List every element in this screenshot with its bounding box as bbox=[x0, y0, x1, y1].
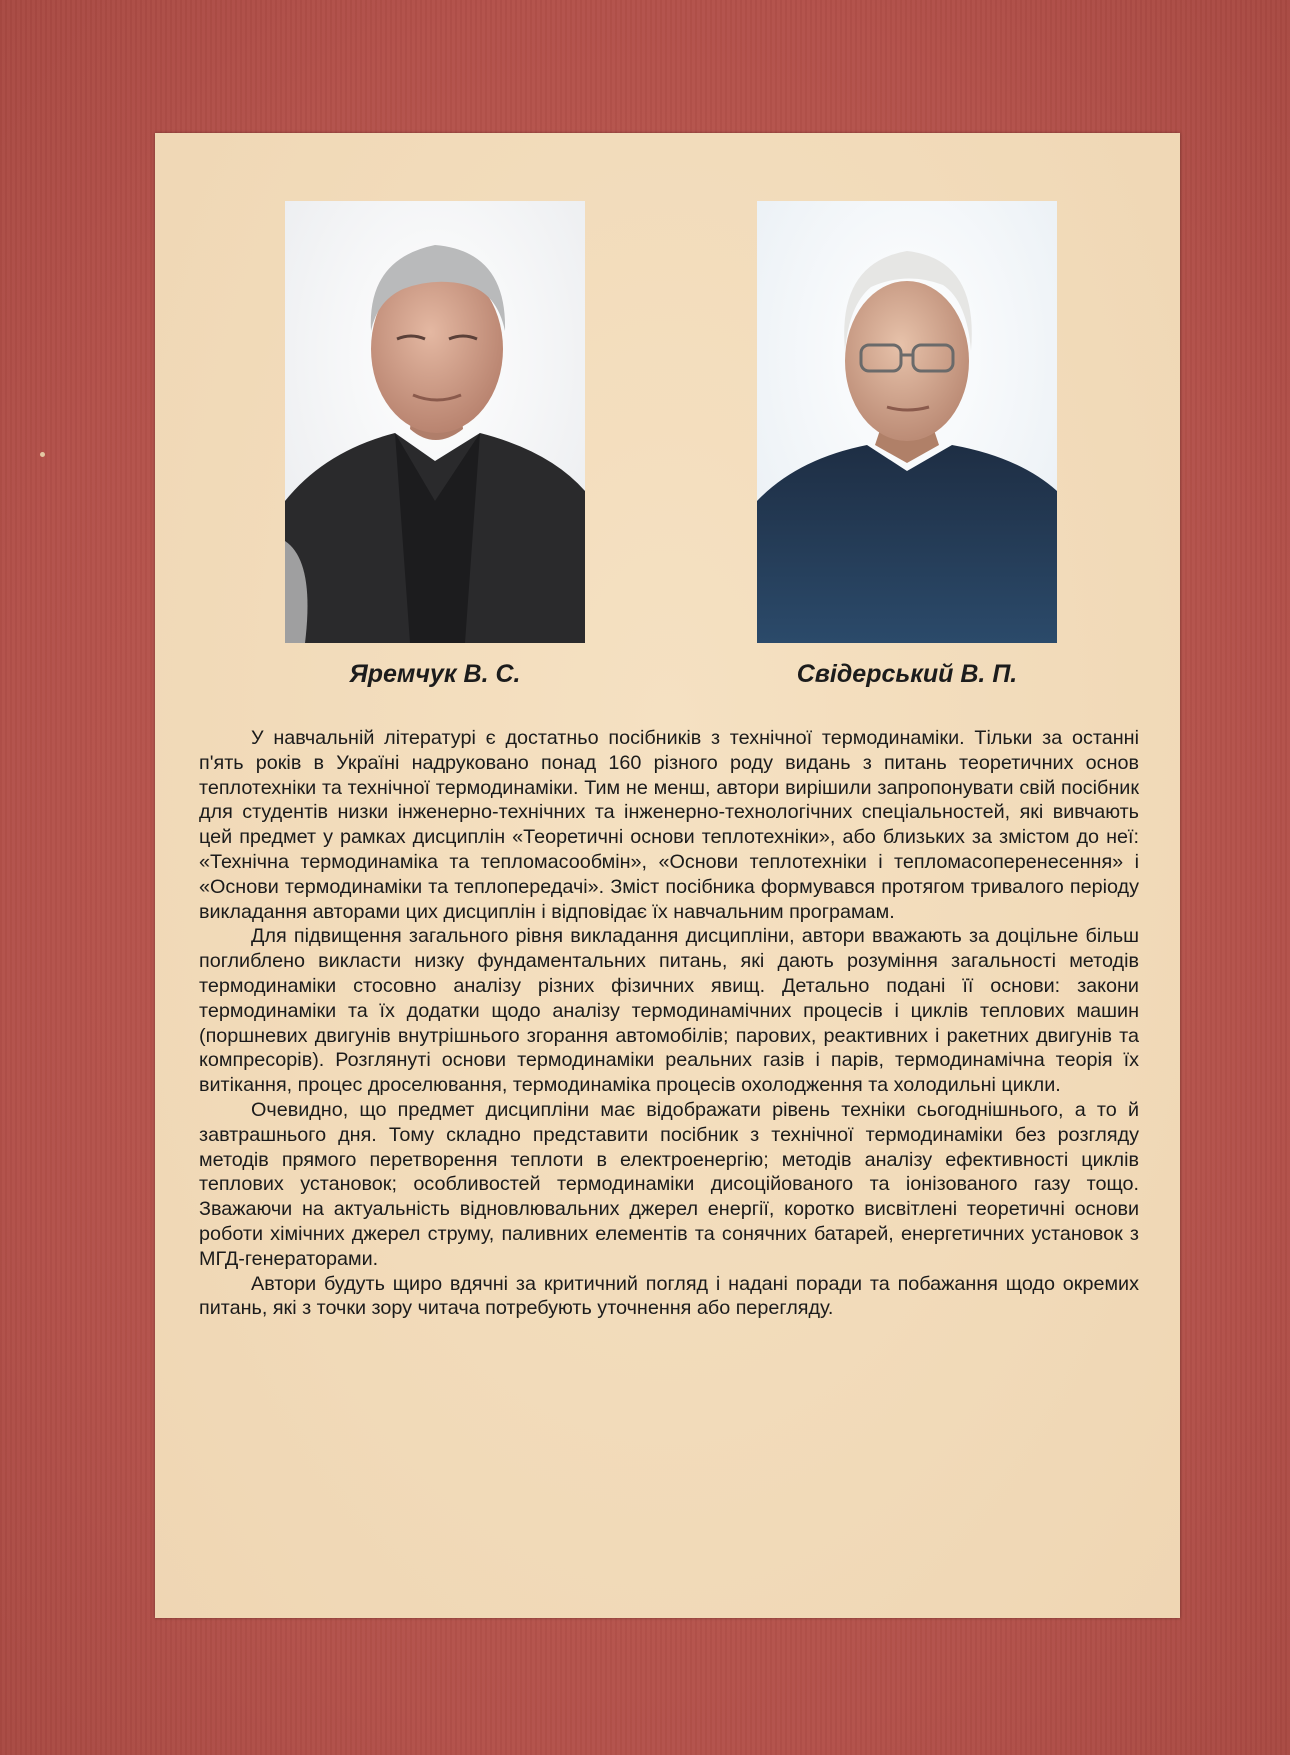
author-photo-sviderskyi bbox=[757, 201, 1057, 643]
back-cover-panel bbox=[155, 133, 1180, 1618]
paragraph-1: У навчальній літературі є достатньо посібників з технічної термодинаміки. Тільки за останні п'ять років в Україні надруковано понад 160 різного роду видань з питань теоретичних основ теплотехніки та технічної термодинаміки. Тим не менш, автори вирішили запропонувати свій посібник для студентів низки інженерно-технічних та інженерно-технологічних спеціальностей, які вивчають цей предмет у рамках дисциплін «Теоретичні основи теплотехніки», або близьких за змістом до неї: «Технічна термодинаміка та тепломасообмін», «Основи теплотехніки і тепломасоперенесення» і «Основи термодинаміки та теплопередачі». Зміст посібника формувався протягом тривалого періоду викладання авторами цих дисциплін і відповідає їх навчальним програмам. bbox=[199, 727, 1139, 923]
annotation-text bbox=[199, 726, 1139, 1321]
author-name-yaremchuk: Яремчук В. С. bbox=[349, 660, 521, 688]
paragraph-4: Автори будуть щиро вдячні за критичний погляд і надані поради та побажання щодо окремих питань, які з точки зору читача потребують уточнення або перегляду. bbox=[199, 1272, 1139, 1320]
dust-speck bbox=[40, 452, 45, 457]
paragraph-3: Очевидно, що предмет дисципліни має відображати рівень техніки сьогоднішнього, а то й завтрашнього дня. Тому складно представити посібник з технічної термодинаміки без розгляду методів прямого перетворення теплоти в електроенергію; методів аналізу ефективності циклів теплових установок; особливостей термодинаміки дисоційованого та іонізованого газу тощо. Зважаючи на актуальність відновлювальних джерел енергії, коротко висвітлені теоретичні основи роботи хімічних джерел струму, паливних елементів та сонячних батарей, енергетичних установок з МГД-генераторами. bbox=[199, 1098, 1139, 1270]
author-name-sviderskyi: Свідерський В. П. bbox=[796, 660, 1018, 688]
author-photo-yaremchuk bbox=[285, 201, 585, 643]
paragraph-2: Для підвищення загального рівня викладання дисципліни, автори вважають за доцільне більш поглиблено викласти низку фундаментальних питань, які дають розуміння загальності методів термодинаміки стосовно аналізу різних фізичних явищ. Детально подані її основи: закони термодинаміки та їх додатки щодо аналізу термодинамічних процесів і циклів теплових машин (поршневих двигунів внутрішнього згорання автомобілів; парових, реактивних і ракетних двигунів та компресорів). Розглянуті основи термодинаміки реальних газів і парів, термодинамічна теорія їх витікання, процес дроселювання, термодинаміка процесів охолодження та холодильні цикли. bbox=[199, 925, 1139, 1097]
